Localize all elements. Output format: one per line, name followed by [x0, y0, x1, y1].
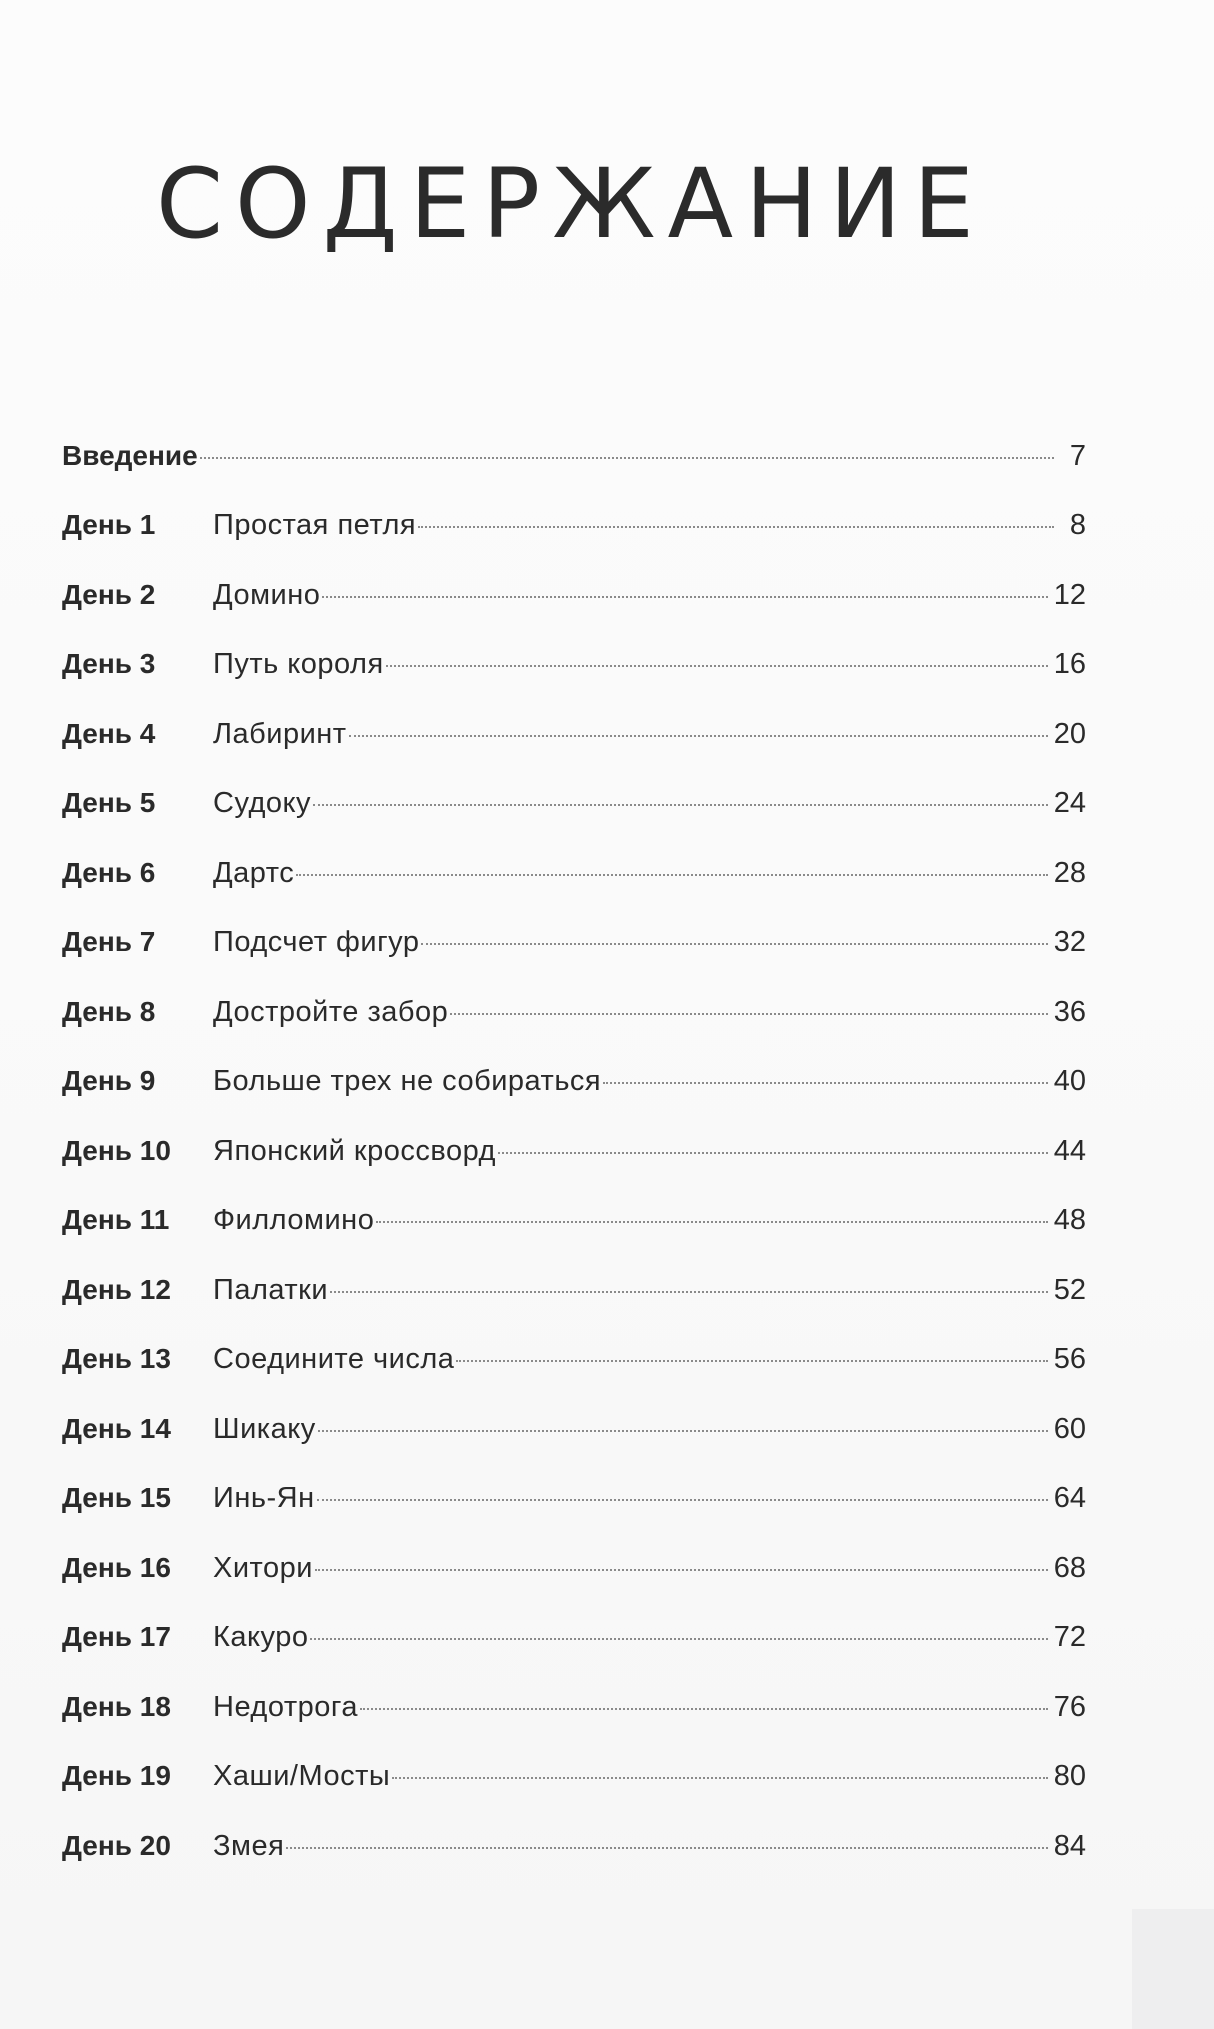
- leader-dots: [322, 596, 1047, 598]
- toc-page-number: 76: [1053, 1690, 1086, 1723]
- leader-dots: [286, 1847, 1047, 1849]
- leader-dots: [296, 874, 1048, 876]
- toc-row[interactable]: [62, 1621, 1086, 1673]
- leader-dots: [450, 1013, 1047, 1015]
- toc-day-label: День 14: [62, 1412, 171, 1444]
- toc-row[interactable]: [62, 1065, 1086, 1117]
- toc-day-label: День 16: [62, 1551, 171, 1583]
- toc-entry-title: Дартс: [213, 856, 295, 889]
- toc-row[interactable]: [62, 1691, 1086, 1743]
- toc-page-number: 32: [1053, 926, 1086, 958]
- toc-day-label: День 8: [62, 995, 156, 1027]
- toc-entry-title: Больше трех не собираться: [213, 1065, 602, 1097]
- leader-dots: [317, 1499, 1048, 1501]
- toc-page-number: 72: [1053, 1621, 1086, 1653]
- toc-day-label: День 5: [62, 787, 156, 818]
- leader-dots: [349, 735, 1048, 737]
- toc-page-number: 60: [1053, 1412, 1086, 1445]
- toc-day-label: День 19: [62, 1760, 171, 1791]
- toc-page-number: 84: [1053, 1829, 1086, 1862]
- leader-dots: [330, 1291, 1048, 1293]
- toc-entry-title: Шикаку: [213, 1412, 316, 1445]
- toc-day-label: День 9: [62, 1065, 156, 1096]
- leader-dots: [310, 1638, 1047, 1640]
- toc-page-number: 12: [1053, 578, 1086, 611]
- toc-entry-title: Простая петля: [213, 509, 417, 541]
- toc-row-intro[interactable]: [62, 440, 1086, 492]
- leader-dots: [313, 804, 1048, 806]
- toc-page-number: 24: [1053, 787, 1086, 819]
- toc-entry-title: Хитори: [213, 1551, 313, 1584]
- toc-day-label: День 18: [62, 1690, 171, 1722]
- toc-page-number: 28: [1053, 856, 1086, 889]
- toc-day-label: День 6: [62, 856, 156, 888]
- toc-row[interactable]: [62, 1343, 1086, 1395]
- toc-row[interactable]: [62, 1204, 1086, 1256]
- toc-day-label: День 4: [62, 717, 156, 749]
- leader-dots: [603, 1082, 1048, 1084]
- toc-page-number: 48: [1053, 1204, 1086, 1236]
- toc-entry-title: Соедините числа: [213, 1343, 455, 1375]
- toc-day-label: День 12: [62, 1273, 171, 1305]
- toc-row[interactable]: [62, 1830, 1086, 1882]
- leader-dots: [421, 943, 1047, 945]
- page-edge-shadow: [1132, 1909, 1214, 2029]
- toc-day-label: День 2: [62, 578, 156, 610]
- toc-entry-title: Змея: [213, 1829, 285, 1862]
- toc-row[interactable]: [62, 579, 1086, 631]
- toc-row[interactable]: [62, 1413, 1086, 1465]
- toc-entry-title: Судоку: [213, 787, 312, 819]
- leader-dots: [498, 1152, 1048, 1154]
- toc-row[interactable]: [62, 718, 1086, 770]
- toc-day-label: День 13: [62, 1343, 171, 1374]
- toc-entry-title: Путь короля: [213, 648, 384, 680]
- toc-page-number: 40: [1053, 1065, 1086, 1097]
- toc-row[interactable]: [62, 787, 1086, 839]
- toc-page-number: 16: [1053, 648, 1086, 680]
- toc-day-label: День 20: [62, 1829, 171, 1861]
- leader-dots: [200, 457, 1054, 459]
- toc-page-number: 44: [1053, 1134, 1086, 1167]
- toc-entry-title: Японский кроссворд: [213, 1134, 496, 1167]
- leader-dots: [376, 1221, 1047, 1223]
- toc-row[interactable]: [62, 1274, 1086, 1326]
- toc-entry-title: Домино: [213, 578, 321, 611]
- toc-page-number: 68: [1053, 1551, 1086, 1584]
- toc-day-label: День 15: [62, 1482, 171, 1513]
- toc-row[interactable]: [62, 1135, 1086, 1187]
- toc-entry-title: Инь-Ян: [213, 1482, 315, 1514]
- toc-page-number: 7: [1069, 440, 1086, 472]
- toc-page-number: 56: [1053, 1343, 1086, 1375]
- toc-page-number: 20: [1053, 717, 1086, 750]
- toc-entry-title: Недотрога: [213, 1690, 358, 1723]
- toc-page-number: 80: [1053, 1760, 1086, 1792]
- toc-row[interactable]: [62, 926, 1086, 978]
- leader-dots: [386, 665, 1048, 667]
- leader-dots: [318, 1430, 1048, 1432]
- toc-day-label: День 3: [62, 648, 156, 679]
- toc-entry-title: Палатки: [213, 1273, 329, 1306]
- toc-day-label: День 1: [62, 509, 156, 540]
- toc-row[interactable]: [62, 1552, 1086, 1604]
- toc-row[interactable]: [62, 509, 1086, 561]
- toc-row[interactable]: [62, 857, 1086, 909]
- toc-entry-title: Хаши/Мосты: [213, 1760, 391, 1792]
- leader-dots: [456, 1360, 1047, 1362]
- toc-day-label: День 11: [62, 1204, 170, 1235]
- toc-row[interactable]: [62, 996, 1086, 1048]
- toc-intro-label: Введение: [62, 440, 198, 471]
- toc-entry-title: Подсчет фигур: [213, 926, 420, 958]
- toc-entry-title: Какуро: [213, 1621, 309, 1653]
- toc-row[interactable]: [62, 1760, 1086, 1812]
- toc-row[interactable]: [62, 1482, 1086, 1534]
- leader-dots: [315, 1569, 1048, 1571]
- toc-entry-title: Достройте забор: [213, 995, 449, 1028]
- toc-page-number: 52: [1053, 1273, 1086, 1306]
- toc-row[interactable]: [62, 648, 1086, 700]
- page-title: СОДЕРЖАНИЕ: [156, 148, 986, 261]
- toc-day-label: День 7: [62, 926, 156, 957]
- toc-page-number: 64: [1053, 1482, 1086, 1514]
- leader-dots: [418, 526, 1054, 528]
- toc-day-label: День 10: [62, 1134, 171, 1166]
- toc-day-label: День 17: [62, 1621, 171, 1652]
- leader-dots: [392, 1777, 1048, 1779]
- toc-page-number: 36: [1053, 995, 1086, 1028]
- toc-entry-title: Филломино: [213, 1204, 375, 1236]
- toc-page-number: 8: [1069, 509, 1086, 541]
- toc-entry-title: Лабиринт: [213, 717, 347, 750]
- leader-dots: [360, 1708, 1048, 1710]
